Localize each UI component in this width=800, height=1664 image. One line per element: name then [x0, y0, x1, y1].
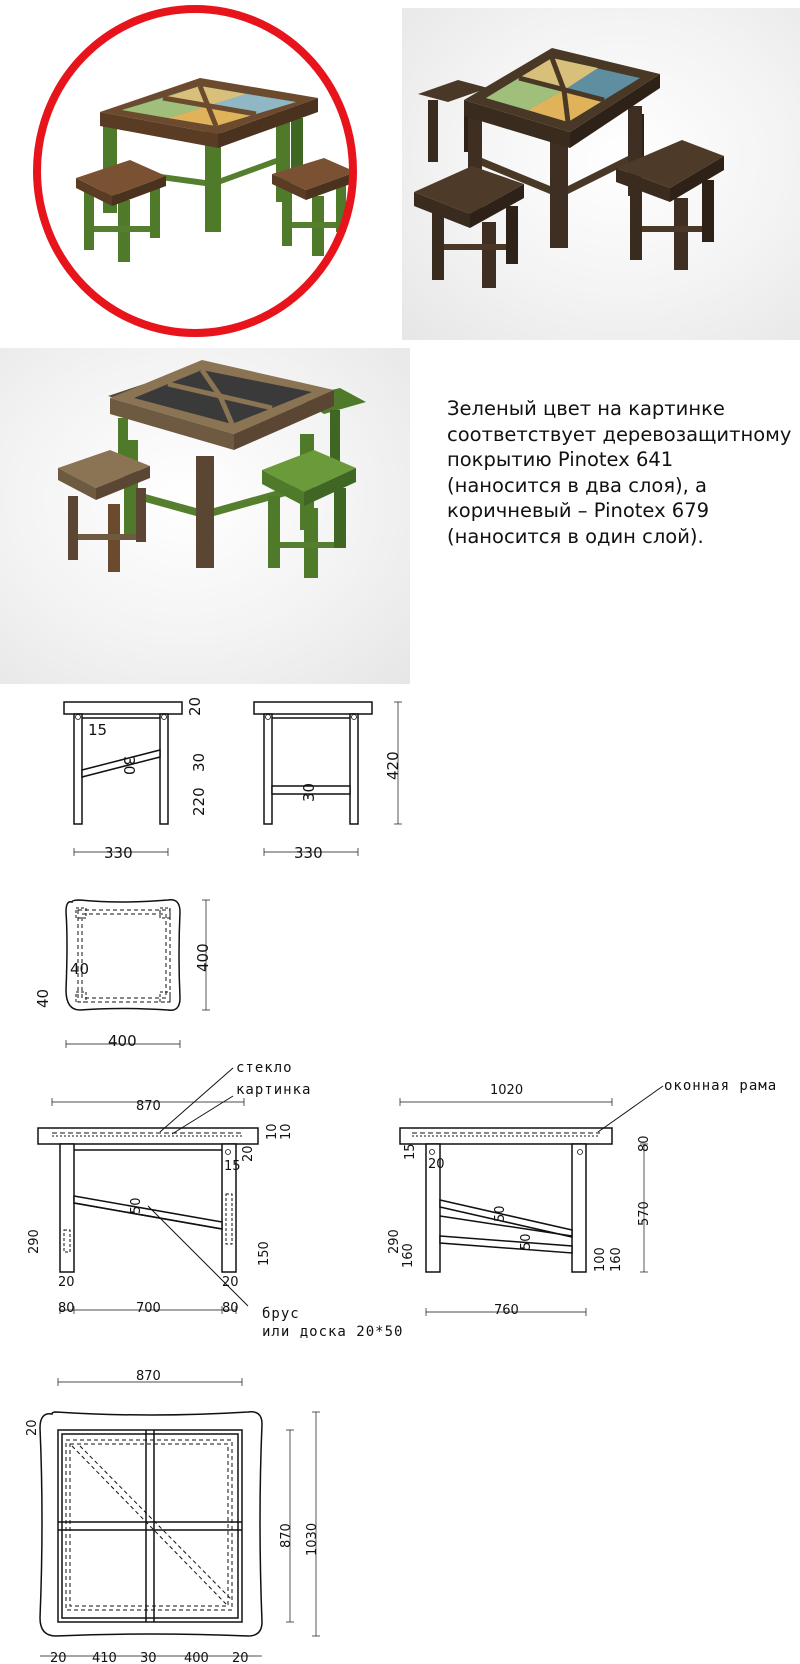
table-side-view [400, 1086, 663, 1316]
stool-front-view [64, 702, 182, 856]
dim-table-side-width: 1020 [490, 1083, 524, 1098]
dim-stool-inner: 40 [70, 960, 90, 978]
dim-front-foot-left: 20 [58, 1275, 75, 1290]
note-line: покрытию Pinotex 641 [447, 448, 674, 472]
dim-side-100: 100 [593, 1247, 608, 1272]
label-picture: картинка [236, 1082, 312, 1098]
note-line: (наносится в один слой). [447, 524, 704, 548]
dim-stool-front-width: 330 [104, 844, 133, 862]
dim-top-b2: 410 [92, 1651, 117, 1664]
dim-side-apron: 80 [637, 1135, 652, 1152]
stool-side-view [254, 702, 402, 856]
label-beam: брус [262, 1306, 300, 1322]
dim-stool-height: 420 [384, 751, 402, 780]
label-window-frame: оконная рама [664, 1078, 778, 1094]
dim-stool-side-brace: 30 [300, 782, 318, 802]
render-green-set [0, 0, 396, 340]
dim-stool-top-width: 400 [108, 1032, 137, 1050]
dim-side-290: 290 [387, 1229, 402, 1254]
dim-side-brace-2: 50 [519, 1233, 534, 1250]
dim-front-leg-right: 80 [222, 1301, 239, 1316]
dim-top-b4: 400 [184, 1651, 209, 1664]
dim-front-leg-left: 80 [58, 1301, 75, 1316]
dim-front-span: 700 [136, 1301, 161, 1316]
dim-top-b3: 30 [140, 1651, 157, 1664]
dim-top-depth: 1030 [305, 1522, 320, 1556]
technical-drawings [0, 684, 800, 1664]
dim-stool-side-width: 330 [294, 844, 323, 862]
dim-side-160-left: 160 [401, 1243, 416, 1268]
dim-top-b1: 20 [50, 1651, 67, 1664]
dim-front-foot-right: 20 [222, 1275, 239, 1290]
dim-stool-depth: 400 [194, 943, 212, 972]
dim-side-height: 570 [637, 1201, 652, 1226]
dim-stool-h1: 30 [190, 752, 208, 772]
dim-table-front-width: 870 [136, 1099, 161, 1114]
dim-stool-rail: 15 [88, 721, 108, 739]
dim-glass-thickness: 10 [265, 1123, 280, 1140]
note-line: соответствует деревозащитному [447, 422, 792, 446]
dim-top-b5: 20 [232, 1651, 249, 1664]
dim-stool-edge: 40 [34, 988, 52, 1008]
dim-side-rail-offset: 20 [428, 1157, 445, 1172]
dim-side-brace-1: 50 [493, 1205, 508, 1222]
dim-top-width: 870 [136, 1369, 161, 1384]
dim-side-span: 760 [494, 1303, 519, 1318]
note-line: коричневый – Pinotex 679 [447, 499, 710, 523]
render-dark-set [402, 8, 800, 340]
dim-side-160-right: 160 [609, 1247, 624, 1272]
dim-stool-brace: 30 [120, 756, 138, 776]
label-board: или доска 20*50 [262, 1324, 404, 1340]
table-top-view [40, 1378, 320, 1656]
dim-front-brace: 50 [129, 1197, 144, 1214]
dim-front-brace-height: 290 [27, 1229, 42, 1254]
dim-front-lower: 150 [257, 1241, 272, 1266]
label-glass: стекло [236, 1060, 293, 1076]
dim-stool-h2: 220 [190, 787, 208, 816]
coating-note [447, 396, 797, 550]
dim-stool-top: 20 [186, 696, 204, 716]
dim-picture-thickness: 10 [279, 1123, 294, 1140]
dim-front-rail: 20 [241, 1145, 256, 1162]
note-line: Зеленый цвет на картинке [447, 397, 725, 420]
dim-side-rail: 15 [403, 1143, 418, 1160]
dim-front-rail-offset: 15 [224, 1159, 241, 1174]
dim-top-inner-depth: 870 [279, 1523, 294, 1548]
dim-top-edge: 20 [25, 1419, 40, 1436]
render-glass-top-set [0, 348, 410, 684]
note-line: (наносится в два слоя), а [447, 473, 708, 497]
